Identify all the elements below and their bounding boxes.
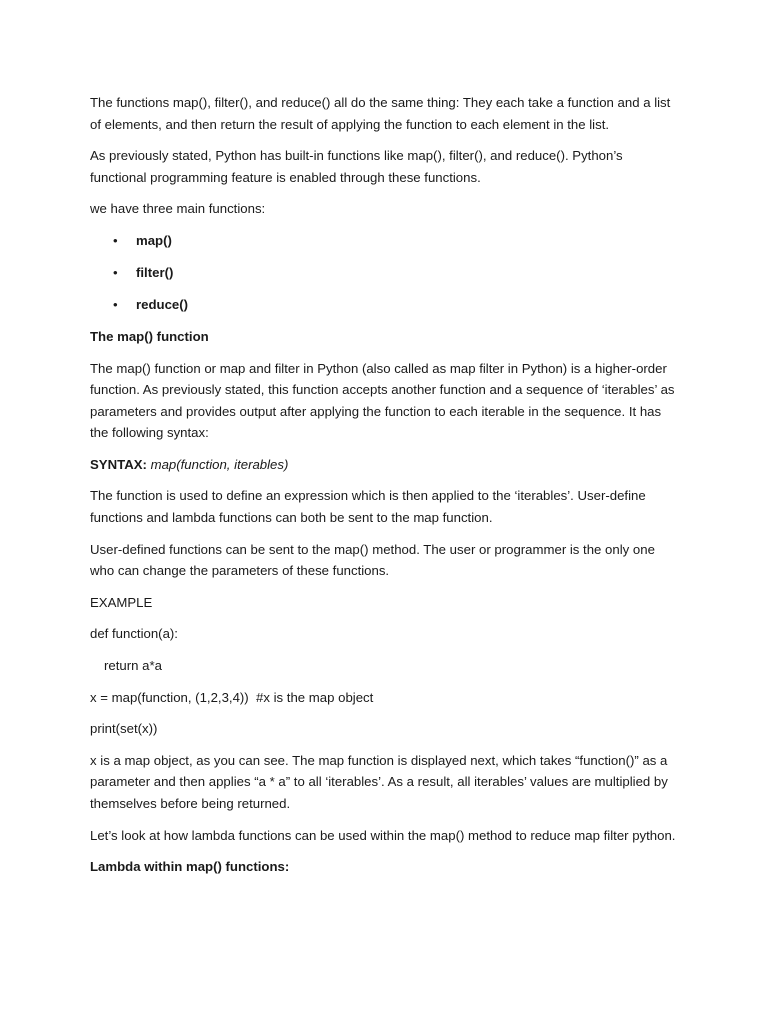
bullet-item-map — [90, 230, 682, 252]
bullet-label: reduce() — [136, 296, 189, 312]
intro-paragraph-1: The functions map(), filter(), and reduce() all do the same thing: They each take a function and a list of elements, and then return the result of applying the function to each element in the list. — [90, 95, 671, 132]
map-paragraph-1: The map() function or map and filter in Python (also called as map filter in Python) is a higher-order function. As previously stated, this function accepts another function and a sequence of ‘iterables’ as parameters and provides output after applying the function to each iterable in the sequence. It has the following syntax: — [90, 360, 675, 441]
syntax-line — [90, 454, 682, 476]
example-label: EXAMPLE — [90, 594, 153, 610]
code-line-4: print(set(x)) — [90, 721, 158, 737]
document-page — [90, 92, 682, 888]
function-bullet-list — [90, 230, 682, 316]
explain-paragraph-2: Let’s look at how lambda functions can be used within the map() method to reduce map filter python. — [90, 827, 676, 843]
heading-lambda-map: Lambda within map() functions: — [90, 859, 290, 875]
map-paragraph-2: The function is used to define an expression which is then applied to the ‘iterables’. User-define functions and lambda functions can both be sent to the map function. — [90, 488, 646, 526]
bullet-dot-icon: • — [113, 232, 118, 248]
map-paragraph-3: User-defined functions can be sent to the map() method. The user or programmer is the only one who can change the parameters of these functions. — [90, 541, 655, 579]
bullet-dot-icon: • — [113, 264, 118, 280]
heading-map-function: The map() function — [90, 328, 209, 344]
intro-paragraph-2: As previously stated, Python has built-in functions like map(), filter(), and reduce(). Python’s functional programming feature is enabled through these functions. — [90, 148, 623, 185]
bullet-dot-icon: • — [113, 296, 118, 312]
code-line-3: x = map(function, (1,2,3,4)) #x is the map object — [90, 689, 374, 705]
bullet-item-reduce — [90, 294, 682, 316]
bullet-label: map() — [136, 232, 172, 248]
explain-paragraph-1: x is a map object, as you can see. The map function is displayed next, which takes “function()” as a parameter and then applies “a * a” to all ‘iterables’. As a result, all iterables’ values are multiplied by themselves before being returned. — [90, 752, 668, 812]
bullet-item-filter — [90, 262, 682, 284]
code-line-1: def function(a): — [90, 626, 178, 642]
syntax-label: SYNTAX: — [90, 456, 147, 472]
code-line-2: return a*a — [104, 658, 162, 674]
intro-paragraph-3: we have three main functions: — [90, 201, 266, 217]
bullet-label: filter() — [136, 264, 174, 280]
syntax-value: map(function, iterables) — [150, 456, 289, 472]
